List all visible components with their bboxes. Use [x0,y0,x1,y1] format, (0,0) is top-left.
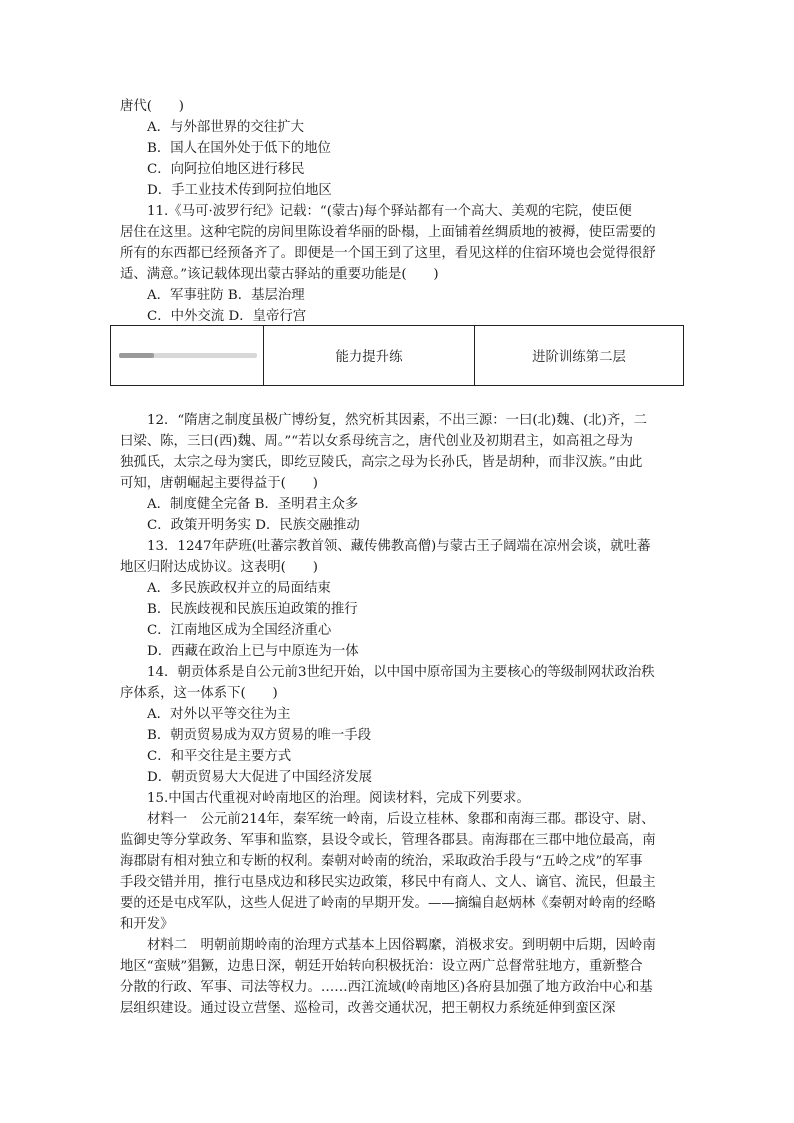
q15-material-1: 材料一 公元前214年，秦军统一岭南，后设立桂林、象郡和南海三郡。郡设守、尉、 [147,812,655,827]
q15-material-1: 和开发》 [120,917,174,932]
q14-stem: 序体系，这一体系下( ) [120,686,278,701]
q15-stem: 15.中国古代重视对岭南地区的治理。阅读材料，完成下列要求。 [147,791,530,806]
q13-option-c: C．江南地区成为全国经济重心 [147,623,332,638]
q15-material-2: 分散的行政、军事、司法等权力。……西江流域(岭南地区)各府县加强了地方政治中心和基 [120,980,653,995]
q11-stem: 居住在这里。这种宅院的房间里陈设着华丽的卧榻，上面铺着丝绸质地的被褥，使臣需要的 [120,225,656,240]
q14-option-c: C．和平交往是主要方式 [147,749,292,764]
q15-material-2: 材料二 明朝前期岭南的治理方式基本上因俗羁縻，消极求安。到明朝中后期，因岭南 [147,938,656,953]
progress-cell [111,326,264,385]
q13-stem: 地区归附达成协议。这表明( ) [120,560,318,575]
q11-options-cd: C．中外交流 D．皇帝行宫 [147,309,307,324]
q14-stem: 14．朝贡体系是自公元前3世纪开始，以中国中原帝国为主要核心的等级制网状政治秩 [147,665,655,680]
q12-stem: 曰梁、陈，三曰(西)魏、周。”“若以女系母统言之，唐代创业及初期君主，如高祖之母为 [120,434,633,449]
q10-stem-end: 唐代( ) [120,99,185,114]
q13-option-d: D．西藏在政治上已与中原连为一体 [147,644,359,659]
q10-option-c: C．向阿拉伯地区进行移民 [147,162,305,177]
q10-option-a: A．与外部世界的交往扩大 [147,120,304,135]
q12-stem: 可知，唐朝崛起主要得益于( ) [120,476,318,491]
q13-option-b: B．民族歧视和民族压迫政策的推行 [147,602,358,617]
section-header-table [110,325,684,386]
q14-option-b: B．朝贡贸易成为双方贸易的唯一手段 [147,728,372,743]
q14-option-a: A．对外以平等交往为主 [147,707,291,722]
q15-material-2: 层组织建设。通过设立营堡、巡检司，改善交通状况，把王朝权力系统延伸到蛮区深 [120,1001,616,1016]
q15-material-1: 要的还是屯戍军队，这些人促进了岭南的早期开发。——摘编自赵炳林《秦朝对岭南的经略 [120,896,656,911]
q15-material-1: 手段交错并用，推行屯垦戍边和移民实边政策，移民中有商人、文人、谪官、流民，但最主 [120,875,656,890]
q10-option-b: B．国人在国外处于低下的地位 [147,141,331,156]
q11-stem: 适、满意。”该记载体现出蒙古驿站的重要功能是( ) [120,267,439,282]
q15-material-2: 地区“蛮贼”猖獗，边患日深，朝廷开始转向积极抚治：设立两广总督常驻地方，重新整合 [120,959,643,974]
progress-bar [119,353,257,358]
q14-option-d: D．朝贡贸易大大促进了中国经济发展 [147,770,372,785]
q15-material-1: 海郡尉有相对独立和专断的权利。秦朝对岭南的统治，采取政治手段与“五岭之戍”的军事 [120,854,643,869]
q15-material-1: 监御史等分掌政务、军事和监察，县设令或长，管理各郡县。南海郡在三郡中地位最高，南 [120,833,656,848]
q12-options-ab: A．制度健全完备 B．圣明君主众多 [147,497,359,512]
q13-option-a: A．多民族政权并立的局面结束 [147,581,331,596]
q12-stem: 12．“隋唐之制度虽极广博纷复，然究析其因素，不出三源：一曰(北)魏、(北)齐，二 [147,413,648,428]
q12-stem: 独孤氏，太宗之母为窦氏，即纥豆陵氏，高宗之母为长孙氏，皆是胡种，而非汉族。”由此 [120,455,643,470]
q12-options-cd: C．政策开明务实 D．民族交融推动 [147,518,360,533]
section-level: 进阶训练第二层 [532,350,626,365]
q13-stem: 13．1247年萨班(吐蕃宗教首领、藏传佛教高僧)与蒙古王子阔端在凉州会谈，就吐蕃 [147,539,651,554]
section-title: 能力提升练 [264,326,475,385]
q11-options-ab: A．军事驻防 B．基层治理 [147,288,305,303]
q10-option-d: D．手工业技术传到阿拉伯地区 [147,183,332,198]
q11-stem: 所有的东西都已经预备齐了。即便是一个国王到了这里，看见这样的住宿环境也会觉得很舒 [120,246,656,261]
q11-stem: 11.《马可·波罗行纪》记载：“(蒙古)每个驿站都有一个高大、美观的宅院，使臣便 [147,204,632,219]
